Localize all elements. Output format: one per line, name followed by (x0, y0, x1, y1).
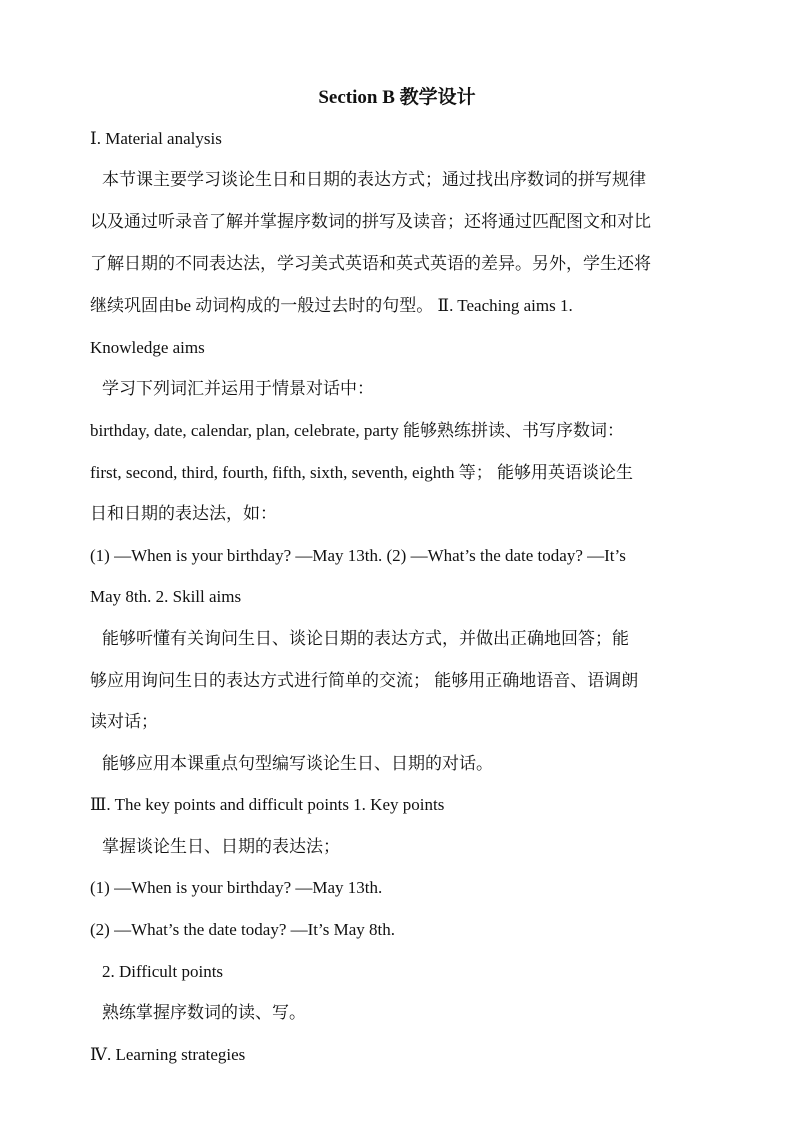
example-dialogue-line: (2) —What’s the date today? —It’s May 8th. (90, 920, 395, 939)
paragraph-line: 读对话； (90, 712, 158, 731)
page-title: Section B 教学设计 (318, 87, 476, 108)
paragraph-line: 掌握谈论生日、日期的表达法； (102, 837, 340, 856)
paragraph-line: 能够听懂有关询问生日、谈论日期的表达方式，并做出正确地回答；能 (102, 629, 629, 648)
section-heading-learning-strategies: Ⅳ. Learning strategies (90, 1045, 246, 1064)
paragraph-line: 熟练掌握序数词的读、写。 (102, 1003, 306, 1022)
section-heading-difficult-points: 2. Difficult points (102, 962, 224, 981)
paragraph-line: 了解日期的不同表达法，学习美式英语和英式英语的差异。另外，学生还将 (90, 254, 651, 273)
section-heading-knowledge-aims: Knowledge aims (90, 338, 205, 357)
paragraph-line: 能够应用本课重点句型编写谈论生日、日期的对话。 (102, 754, 493, 773)
paragraph-line: 够应用询问生日的表达方式进行简单的交流； 能够用正确地语音、语调朗 (90, 671, 639, 690)
section-heading-key-points: Ⅲ. The key points and difficult points 1. Key points (90, 795, 445, 814)
paragraph-line: 日和日期的表达法，如： (90, 504, 277, 523)
paragraph-line: 学习下列词汇并运用于情景对话中： (102, 379, 374, 398)
paragraph-line: 继续巩固由be 动词构成的一般过去时的句型。 Ⅱ. Teaching aims 1. (90, 296, 573, 315)
paragraph-line: first, second, third, fourth, fifth, sixth, seventh, eighth 等； 能够用英语谈论生 (90, 463, 633, 482)
paragraph-line: 本节课主要学习谈论生日和日期的表达方式；通过找出序数词的拼写规律 (102, 170, 646, 189)
paragraph-line: birthday, date, calendar, plan, celebrate, party 能够熟练拼读、书写序数词： (90, 421, 625, 440)
section-heading-skill-aims: May 8th. 2. Skill aims (90, 587, 242, 606)
example-dialogue-line: (1) —When is your birthday? —May 13th. (2) —What’s the date today? —It’s (90, 546, 626, 565)
section-heading-material-analysis: Ⅰ. Material analysis (90, 129, 222, 148)
paragraph-line: 以及通过听录音了解并掌握序数词的拼写及读音；还将通过匹配图文和对比 (90, 212, 651, 231)
example-dialogue-line: (1) —When is your birthday? —May 13th. (90, 878, 383, 897)
